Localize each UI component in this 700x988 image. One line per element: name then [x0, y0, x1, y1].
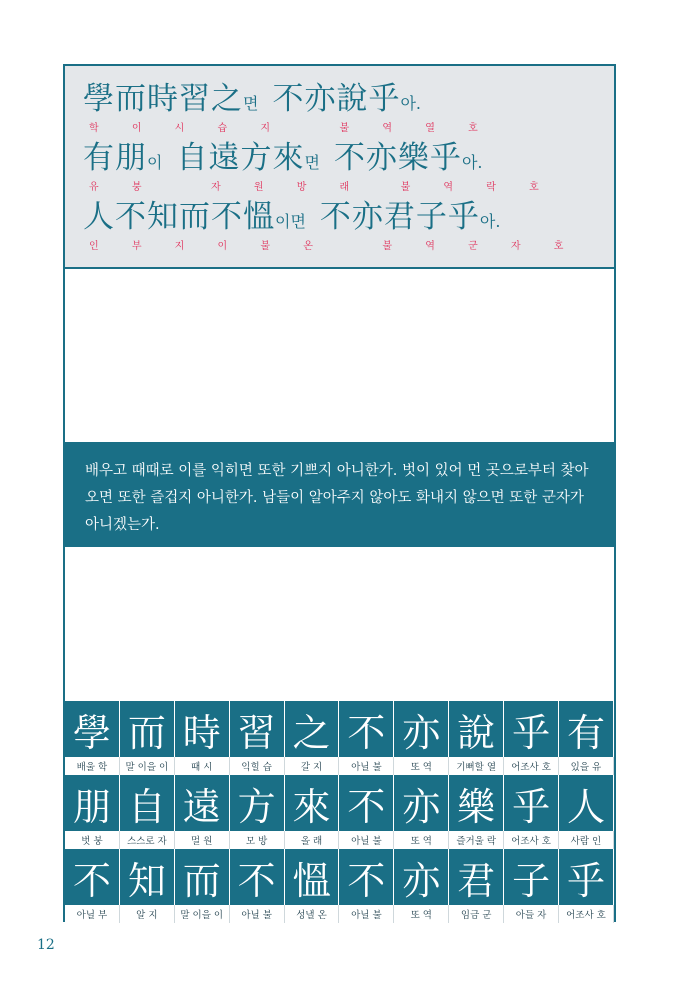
hanja-char: 不	[339, 849, 394, 905]
verse-hanja: 有朋	[83, 140, 147, 176]
hanja-gloss: 아들 자	[504, 905, 559, 923]
hanja-char: 乎	[504, 701, 559, 757]
hanja-gloss: 또 역	[394, 757, 449, 775]
hanja-char: 知	[120, 849, 175, 905]
grid-cell	[394, 849, 449, 923]
hanja-char: 時	[175, 701, 230, 757]
grid-cell	[65, 775, 120, 849]
grid-cell	[449, 701, 504, 775]
verse-hanja: 自遠方來	[176, 140, 305, 176]
hanja-grid	[65, 701, 614, 923]
page-number: 12	[37, 937, 55, 953]
grid-cell	[394, 701, 449, 775]
hanja-gloss: 성낼 온	[285, 905, 340, 923]
hanja-char: 亦	[394, 849, 449, 905]
hanja-char: 樂	[449, 775, 504, 831]
hanja-char: 學	[65, 701, 120, 757]
hanja-gloss: 멀 원	[175, 831, 230, 849]
hanja-char: 遠	[175, 775, 230, 831]
hanja-char: 自	[120, 775, 175, 831]
grid-cell	[65, 849, 120, 923]
grid-cell	[175, 701, 230, 775]
grid-cell	[394, 775, 449, 849]
verse-ending: 아.	[400, 94, 422, 113]
grid-cell	[230, 701, 285, 775]
hanja-char: 而	[175, 849, 230, 905]
hanja-gloss: 말 이을 이	[175, 905, 230, 923]
hanja-gloss: 어조사 호	[504, 831, 559, 849]
page-frame	[63, 64, 616, 922]
grid-cell	[120, 701, 175, 775]
hanja-char: 人	[559, 775, 614, 831]
hanja-gloss: 익힐 습	[230, 757, 285, 775]
grid-cell	[559, 701, 614, 775]
hanja-gloss: 있을 유	[559, 757, 614, 775]
grid-cell	[175, 775, 230, 849]
grid-cell	[175, 849, 230, 923]
hanja-char: 君	[449, 849, 504, 905]
hanja-gloss: 말 이을 이	[120, 757, 175, 775]
grid-cell	[339, 701, 394, 775]
verse-reading: 유 붕 자 원 방 래 불 역 락 호	[89, 182, 554, 193]
hanja-gloss: 올 래	[285, 831, 340, 849]
hanja-gloss: 벗 붕	[65, 831, 120, 849]
grid-cell	[285, 701, 340, 775]
verse-hanja: 不亦樂乎	[333, 140, 462, 176]
hanja-char: 之	[285, 701, 340, 757]
grid-row	[65, 849, 614, 923]
hanja-gloss: 갈 지	[285, 757, 340, 775]
hanja-gloss: 어조사 호	[504, 757, 559, 775]
hanja-char: 說	[449, 701, 504, 757]
hanja-gloss: 아닐 불	[230, 905, 285, 923]
verse-ending: 면	[243, 94, 259, 113]
hanja-char: 朋	[65, 775, 120, 831]
hanja-char: 不	[339, 775, 394, 831]
grid-cell	[449, 849, 504, 923]
verse-hanja: 學而時習之	[83, 81, 243, 117]
hanja-char: 而	[120, 701, 175, 757]
verse-hanja: 人不知而不慍	[83, 199, 275, 235]
verse-ending: 아.	[461, 153, 483, 172]
hanja-gloss: 사람 인	[559, 831, 614, 849]
hanja-char: 不	[230, 849, 285, 905]
hanja-char: 乎	[504, 775, 559, 831]
hanja-gloss: 스스로 자	[120, 831, 175, 849]
verse-reading: 인 부 지 이 불 온 불 역 군 자 호	[89, 241, 579, 252]
verse-line-3	[83, 199, 579, 252]
grid-cell	[285, 775, 340, 849]
verse-ending: 이면	[275, 212, 306, 231]
hanja-gloss: 때 시	[175, 757, 230, 775]
hanja-gloss: 어조사 호	[559, 905, 614, 923]
verse-ending: 이	[147, 153, 163, 172]
hanja-gloss: 아닐 불	[339, 831, 394, 849]
hanja-char: 乎	[559, 849, 614, 905]
verse-box	[65, 66, 614, 269]
verse-ending: 아.	[479, 212, 501, 231]
hanja-gloss: 또 역	[394, 831, 449, 849]
hanja-char: 有	[559, 701, 614, 757]
verse-hanja: 不亦說乎	[272, 81, 401, 117]
grid-row	[65, 701, 614, 775]
grid-cell	[504, 849, 559, 923]
grid-cell	[285, 849, 340, 923]
hanja-char: 亦	[394, 701, 449, 757]
hanja-char: 亦	[394, 775, 449, 831]
grid-cell	[559, 775, 614, 849]
grid-row	[65, 775, 614, 849]
translation-box: 배우고 때때로 이를 익히면 또한 기쁘지 아니한가. 벗이 있어 먼 곳으로부터 찾아오면 또한 즐겁지 아니한가. 남들이 알아주지 않아도 화내지 않으면 또한 군자가 아니겠는가.	[65, 442, 614, 547]
grid-cell	[120, 849, 175, 923]
grid-cell	[230, 775, 285, 849]
verse-ending: 면	[304, 153, 320, 172]
hanja-gloss: 아닐 부	[65, 905, 120, 923]
hanja-char: 慍	[285, 849, 340, 905]
grid-cell	[339, 849, 394, 923]
verse-line-2	[83, 140, 554, 193]
verse-line-1	[83, 81, 493, 134]
hanja-gloss: 즐거울 락	[449, 831, 504, 849]
grid-cell	[339, 775, 394, 849]
hanja-gloss: 기뻐할 열	[449, 757, 504, 775]
hanja-char: 子	[504, 849, 559, 905]
grid-cell	[120, 775, 175, 849]
grid-cell	[449, 775, 504, 849]
grid-cell	[504, 701, 559, 775]
grid-cell	[65, 701, 120, 775]
hanja-gloss: 아닐 불	[339, 757, 394, 775]
hanja-gloss: 모 방	[230, 831, 285, 849]
verse-hanja: 不亦君子乎	[319, 199, 480, 235]
hanja-gloss: 임금 군	[449, 905, 504, 923]
hanja-char: 不	[65, 849, 120, 905]
verse-reading: 학 이 시 습 지 불 역 열 호	[89, 123, 493, 134]
grid-cell	[230, 849, 285, 923]
hanja-char: 不	[339, 701, 394, 757]
hanja-gloss: 아닐 불	[339, 905, 394, 923]
hanja-gloss: 알 지	[120, 905, 175, 923]
hanja-char: 來	[285, 775, 340, 831]
hanja-gloss: 배울 학	[65, 757, 120, 775]
hanja-gloss: 또 역	[394, 905, 449, 923]
hanja-char: 習	[230, 701, 285, 757]
hanja-char: 方	[230, 775, 285, 831]
grid-cell	[504, 775, 559, 849]
grid-cell	[559, 849, 614, 923]
